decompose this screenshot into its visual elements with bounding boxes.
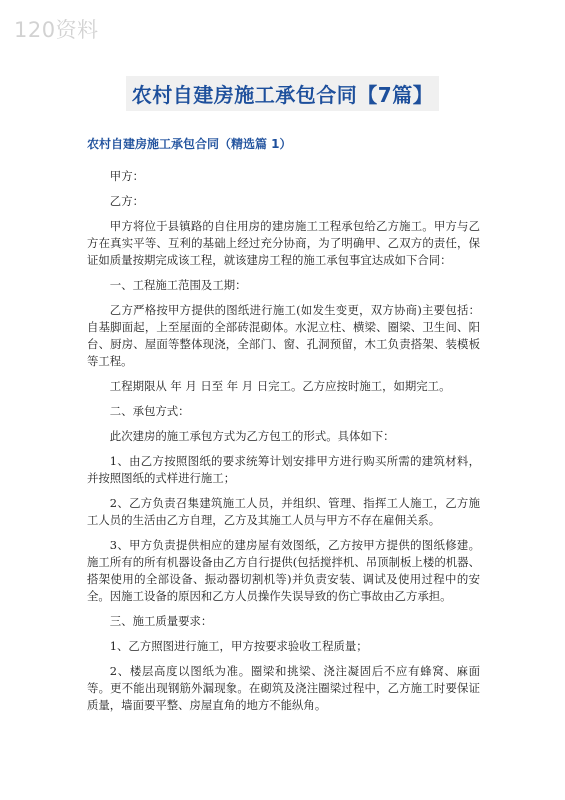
paragraph-period: 工程期限从 年 月 日至 年 月 日完工。乙方应按时施工，如期完工。 <box>109 379 451 393</box>
paragraph-method-item-3: 3、甲方负责提供相应的建房屋有效图纸，乙方按甲方提供的图纸修建。施工所有的所有机器设备由乙方自行提供(包括搅拌机、吊顶制板上楼的机器、搭架使用的全部设备、振动器切割机等)并负责安装、调试及使用过程中的安全。因施工设备的原因和乙方人员操作失误导致的伤亡事故由乙方承担。 <box>87 538 480 603</box>
paragraph-party-b: 乙方： <box>109 194 144 208</box>
paragraph-quality-item-1: 1、乙方照图进行施工，甲方按要求验收工程质量； <box>109 639 368 653</box>
heading-quality: 三、施工质量要求： <box>109 614 213 628</box>
paragraph-quality-item-2: 2、楼层高度以图纸为准。圈梁和挑梁、浇注凝固后不应有蜂窝、麻面等。更不能出现钢筋外漏现象。在砌筑及浇注圈梁过程中，乙方施工时要保证质量，墙面要平整、房屋直角的地方不能纵角。 <box>87 664 480 712</box>
paragraph-party-a: 甲方： <box>109 169 144 183</box>
paragraph-method: 此次建房的施工承包方式为乙方包工的形式。具体如下： <box>109 429 395 443</box>
paragraph-method-item-1: 1、由乙方按照图纸的要求统筹计划安排甲方进行购买所需的建筑材料，并按照图纸的式样进行施工； <box>87 454 480 485</box>
paragraph-scope: 乙方严格按甲方提供的图纸进行施工(如发生变更，双方协商)主要包括：自基脚面起，上至屋面的全部砖混砌体。水泥立柱、横梁、圈梁、卫生间、阳台、厨房、屋面等整体现浇，全部门、窗、孔洞预留，木工负责搭架、装模板等工程。 <box>87 303 480 368</box>
paragraph-method-item-2: 2、乙方负责召集建筑施工人员，并组织、管理、指挥工人施工，乙方施工人员的生活由乙方自理，乙方及其施工人员与甲方不存在雇佣关系。 <box>87 496 480 527</box>
heading-contract-method: 二、承包方式： <box>109 404 190 418</box>
document-body <box>87 168 480 722</box>
paragraph-intro: 甲方将位于县镇路的自住用房的建房施工工程承包给乙方施工。甲方与乙方在真实平等、互利的基础上经过充分协商，为了明确甲、乙双方的责任，保证如质量按期完成该工程，就该建房工程的施工承包事宜达成如下合同： <box>87 219 480 267</box>
watermark: 120资料 <box>14 18 99 42</box>
title-container <box>0 76 565 111</box>
heading-scope-period: 一、工程施工范围及工期： <box>109 278 247 292</box>
document-title: 农村自建房施工承包合同【7篇】 <box>126 76 439 111</box>
section-heading: 农村自建房施工承包合同（精选篇 1） <box>87 137 292 151</box>
